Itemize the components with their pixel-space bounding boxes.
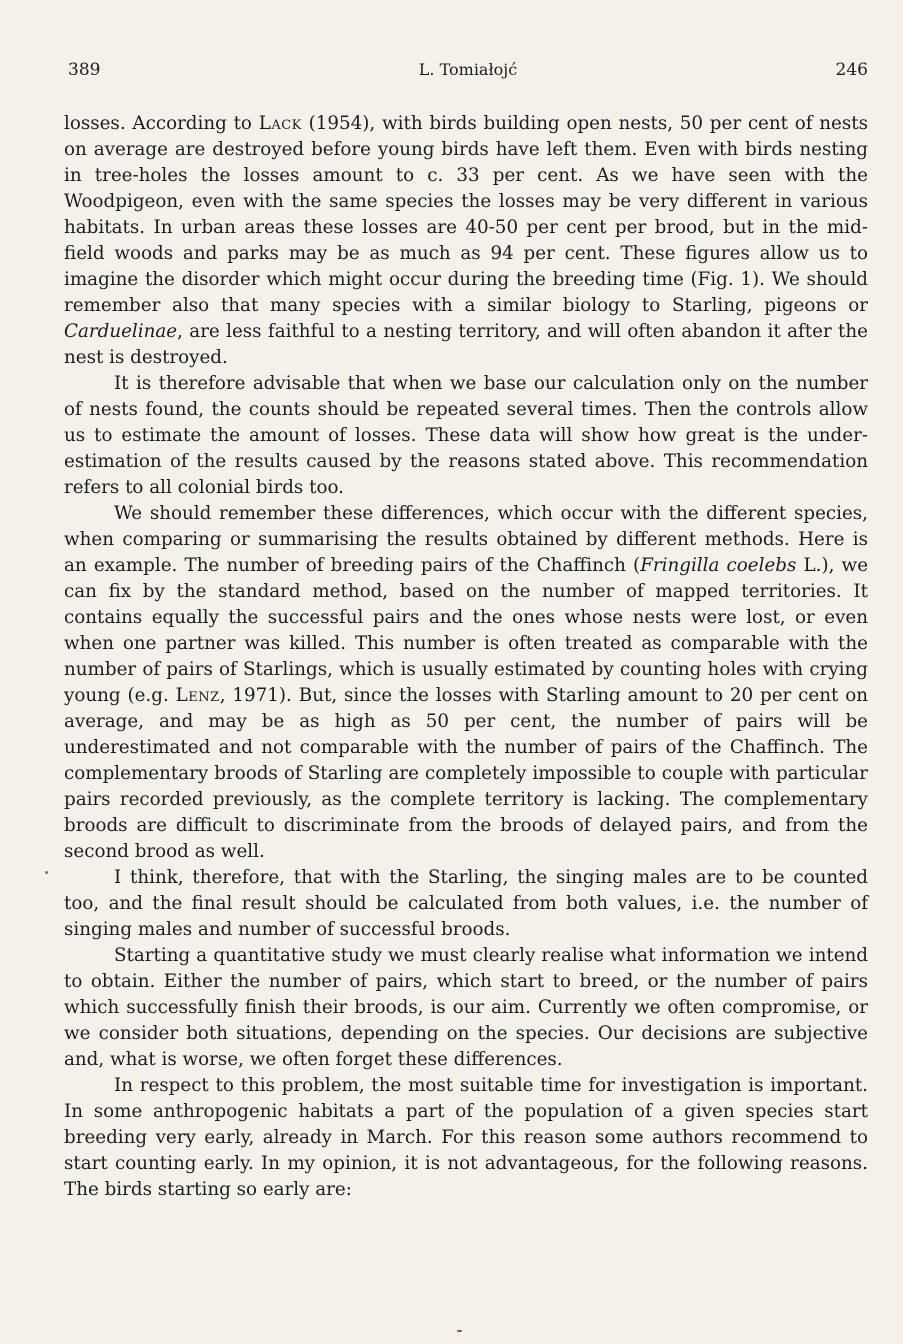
- page-number-right: 246: [835, 60, 868, 80]
- page-number-left: 389: [68, 60, 101, 80]
- paragraph-5: Starting a quantitative study we must clearly realise what information we intend to obtain. Either the number of pairs, which start to breed, or the number of pairs which successfully finish their broods, is our aim. Currently we often compromise, or we consider both situations, depending on the species. Our decisions are subjective and, what is worse, we often forget these differences.: [64, 945, 868, 1070]
- paragraph-1-text-c: (1954), with birds building open nests, 50 per cent of nests on average are destroyed before young birds have left them. Even with birds nesting in tree-holes the losses amount to c. 33 per cent. As we have seen with the Woodpigeon, even with the same species the losses may be very different in various habitats. In urban areas these losses are 40-50 per cent per brood, but in the mid-field woods and parks may be as much as 94 per cent. These figures allow us to imagine the disorder which might occur during the breeding time (Fig. 1). We should remember also that many species with a similar biology to Starling, pigeons or: [64, 113, 868, 316]
- paragraph-1: [64, 111, 868, 371]
- taxon-fringilla-coelebs: Fringilla coelebs: [640, 555, 797, 576]
- paragraph-1-text-a: losses. According to: [64, 113, 259, 134]
- citation-lack: Lack: [258, 113, 302, 134]
- paragraph-3-text-e: , 1971). But, since the losses with Starling amount to 20 per cent on average, and may be as high as 50 per cent, the number of pairs will be underestimated and not comparable with the number of pairs of the Chaffinch. The complementary broods of Starling are completely impossible to couple with particular pairs recorded previously, as the complete territory is lacking. The complementary broods are difficult to discriminate from the broods of delayed pairs, and from the second brood as well.: [64, 685, 869, 862]
- running-head: [68, 58, 868, 82]
- paragraph-3-text-c: L.), we can fix by the standard method, based on the number of mapped territories. It contains equally the successful pairs and the ones whose nests were lost, or even when one partner was killed. This number is often treated as comparable with the number of pairs of Starlings, which is usually estimated by counting holes with crying young (e.g.: [64, 555, 869, 706]
- paragraph-2: It is therefore advisable that when we base our calculation only on the number of nests found, the counts should be repeated several times. Then the controls allow us to estimate the amount of losses. These data will show how great is the under-estimation of the results caused by the reasons stated above. This recommendation refers to all colonial birds too.: [64, 373, 868, 498]
- paragraph-3: [64, 501, 868, 865]
- citation-lenz: Lenz: [175, 685, 220, 706]
- paragraph-3-text-a: We should remember these differences, which occur with the different species, when comparing or summarising the results obtained by different methods. Here is an example. The number of breeding pairs of the Chaffinch (: [64, 503, 868, 576]
- paragraph-4: I think, therefore, that with the Starling, the singing males are to be counted too, and the final result should be calculated from both values, i.e. the number of singing males and number of successful broods.: [64, 867, 868, 940]
- margin-speck: [45, 871, 48, 874]
- paragraph-1-text-e: , are less faithful to a nesting territory, and will often abandon it after the nest is destroyed.: [64, 321, 868, 368]
- taxon-carduelinae: Carduelinae: [64, 321, 178, 342]
- body-text: [64, 111, 868, 1203]
- running-head-author: L. Tomiałojć: [418, 60, 518, 79]
- bottom-speck: [457, 1330, 462, 1332]
- paragraph-6: In respect to this problem, the most suitable time for investigation is important. In some anthropogenic habitats a part of the population of a given species start breeding very early, already in March. For this reason some authors recommend to start counting early. In my opinion, it is not advantageous, for the following reasons. The birds starting so early are:: [64, 1075, 868, 1200]
